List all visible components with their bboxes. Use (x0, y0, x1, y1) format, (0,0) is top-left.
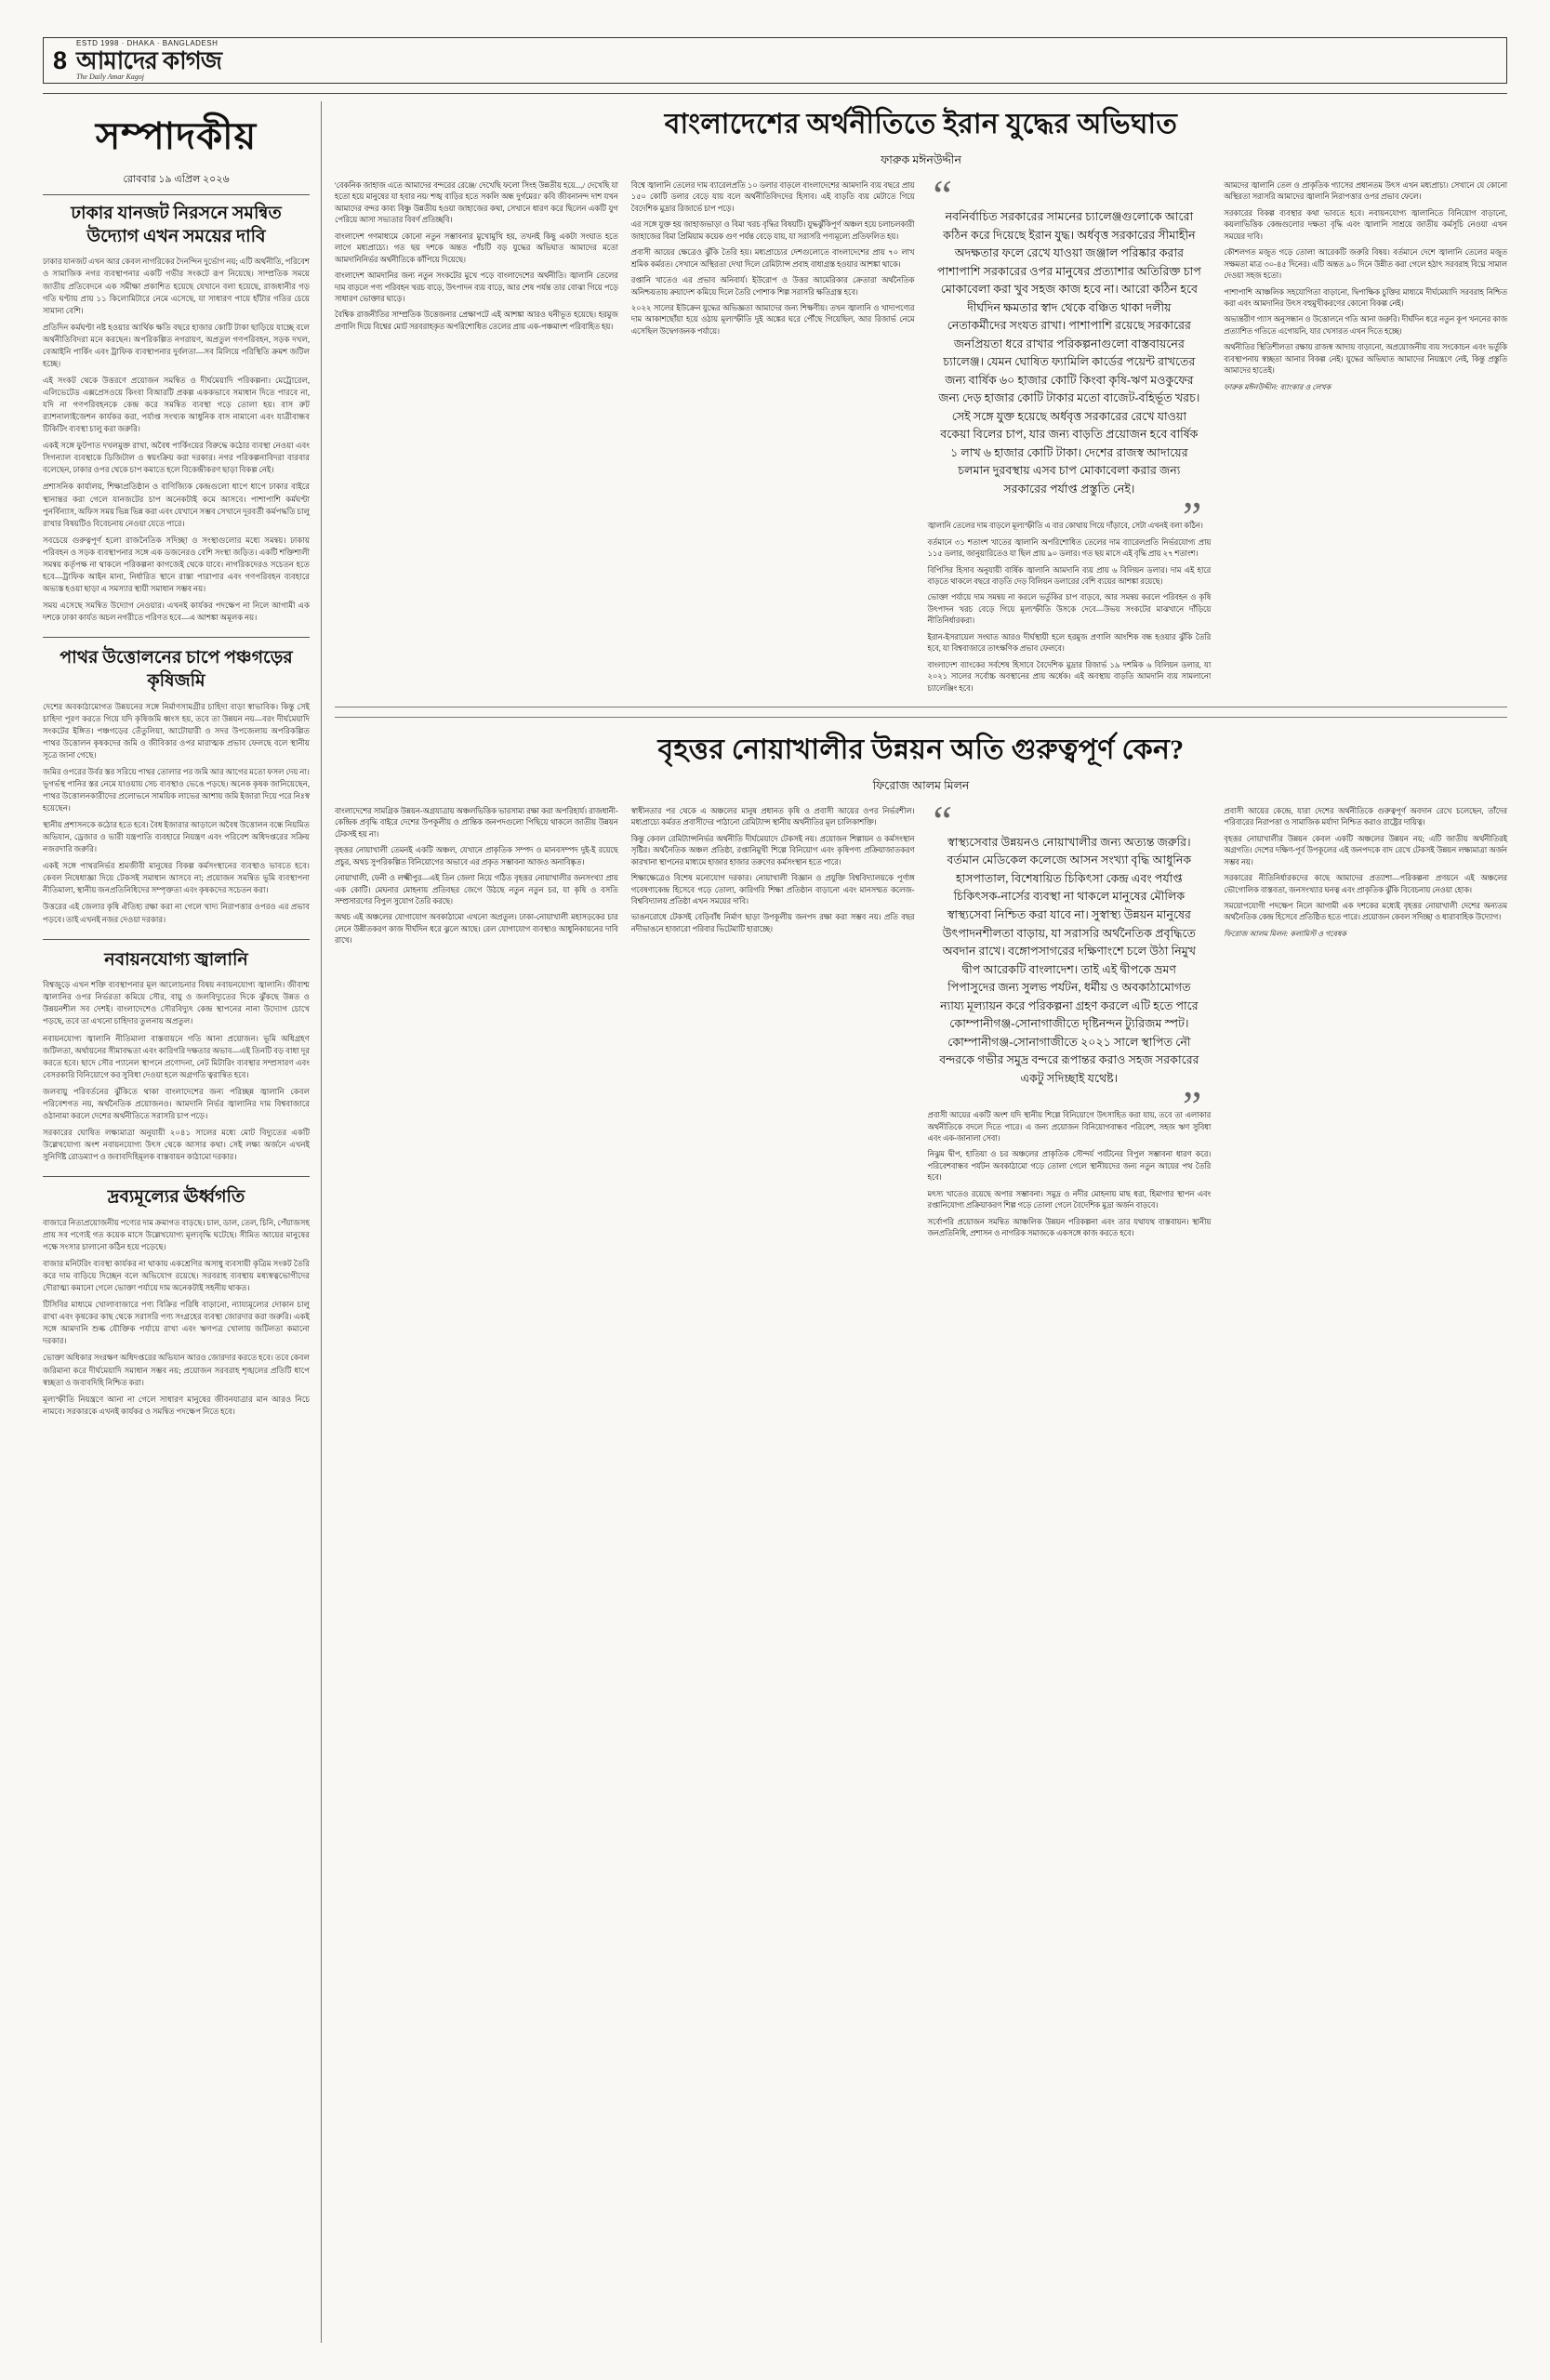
editorial-lead-headline: ঢাকার যানজট নিরসনে সমন্বিত উদ্যোগ এখন সময়ের দাবি (71, 204, 282, 246)
paragraph: সরকারের নীতিনির্ধারকদের কাছে আমাদের প্রত্যাশা—পরিকল্পনা প্রণয়নে এই অঞ্চলের ভৌগোলিক বাস্তবতা, জনসংখ্যার ঘনত্ব এবং প্রাকৃতিক ঝুঁকি বিবেচনায় নেওয়া হোক। (1224, 874, 1507, 894)
paragraph: বৈশ্বিক রাজনীতির সাম্প্রতিক উত্তেজনার প্রেক্ষাপটে এই আশঙ্কা আরও ঘনীভূত হয়েছে। হরমুজ প্রণালি দিয়ে বিশ্বের মোট সরবরাহকৃত অপরিশোধিত তেলের প্রায় এক-পঞ্চমাংশ পরিবাহিত হয়। (335, 311, 618, 331)
paragraph: অভ্যন্তরীণ গ্যাস অনুসন্ধান ও উত্তোলনে গতি আনা জরুরি। দীর্ঘদিন ধরে নতুন কূপ খননের কাজ প্রত্যাশিত গতিতে এগোয়নি, যার খেসারত এখন দিতে হচ্ছে। (1224, 315, 1507, 336)
paragraph: সরকারের ঘোষিত লক্ষ্যমাত্রা অনুযায়ী ২০৪১ সালের মধ্যে মোট বিদ্যুতের একটি উল্লেখযোগ্য অংশ নবায়নযোগ্য উৎস থেকে আসার কথা। সেই লক্ষ্য অর্জনে এখনই সুনির্দিষ্ট রোডম্যাপ ও জবাবদিহিমূলক বাস্তবায়ন কাঠামো দরকার। (43, 1127, 310, 1162)
page-grid (43, 93, 1507, 2343)
article-pullquote: স্বাস্থ্যসেবার উন্নয়নও নোয়াখালীর জন্য অত্যন্ত জরুরি। বর্তমান মেডিকেল কলেজে আসন সংখ্যা বৃদ্ধি আধুনিক হাসপাতাল, বিশেষায়িত চিকিৎসা কেন্দ্র এবং পর্যাপ্ত চিকিৎসক-নার্সের ব্যবস্থা না থাকলে মানুষের মৌলিক স্বাস্থ্যসেবা নিশ্চিত করা যাবে না। সুস্বাস্থ্য উন্নয়ন মানুষের উৎপাদনশীলতা বাড়ায়, যা সরাসরি অর্থনৈতিক প্রবৃদ্ধিতে অবদান রাখে। বঙ্গোপসাগরের দক্ষিণাংশে চলে উঠা নিমুখ দ্বীপ আরেকটি বাংলাদেশ। তাই এই দ্বীপকে ভ্রমণ পিপাসুদের জন্য সুলভ পর্যটন, ধর্মীয় ও অবকাঠামোগত ন্যায্য মূল্যায়ন করে পরিকল্পনা গ্রহণ করলে এটি হতে পারে কোম্পানীগঞ্জ-সোনাগাজীতে দৃষ্টিনন্দন ট্যুরিজম স্পট। কোম্পানীগঞ্জ-সোনাগাজীতে ২০২১ সালে স্থাপিত নৌ বন্দরকে গভীর সমুদ্র বন্দরে রূপান্তর করাও সহজ সরকারের একটু সদিচ্ছাই যথেষ্ট। (939, 835, 1199, 1085)
article-byline: ফিরোজ আলম মিলন (872, 778, 970, 792)
newspaper-logo (76, 40, 221, 81)
paragraph: ভোক্তা অধিকার সংরক্ষণ অধিদপ্তরের অভিযান আরও জোরদার করতে হবে। তবে কেবল জরিমানা করে দীর্ঘমেয়াদি সমাধান সম্ভব নয়; প্রয়োজন সরবরাহ শৃঙ্খলের প্রতিটি ধাপে স্বচ্ছতা ও জবাবদিহি নিশ্চিত করা। (43, 1353, 310, 1387)
article-column (1224, 180, 1507, 699)
paragraph: বাজারে নিত্যপ্রয়োজনীয় পণ্যের দাম ক্রমাগত বাড়ছে। চাল, ডাল, তেল, চিনি, পেঁয়াজসহ প্রায় সব পণ্যেই গত কয়েক মাসে উল্লেখযোগ্য মূল্যবৃদ্ধি ঘটেছে। সীমিত আয়ের মানুষের পক্ষে সংসার চালানো কঠিন হয়ে পড়েছে। (43, 1217, 310, 1251)
article-column: “ স্বাস্থ্যসেবার উন্নয়নও নোয়াখালীর জন্য অত্যন্ত জরুরি। বর্তমান মেডিকেল কলেজে আসন সংখ্যা বৃদ্ধি আধুনিক হাসপাতাল, বিশেষায়িত চিকিৎসা কেন্দ্র এবং পর্যাপ্ত চিকিৎসক-নার্সের ব্যবস্থা না থাকলে মানুষের মৌলিক স্বাস্থ্যসেবা নিশ্চিত করা যাবে না। সুস্বাস্থ্য উন্নয়ন মানুষের উৎপাদনশীলতা বাড়ায়, যা সরাসরি অর্থনৈতিক প্রবৃদ্ধিতে অবদান রাখে। বঙ্গোপসাগরের দক্ষিণাংশে চলে উঠা নিমুখ দ্বীপ আরেকটি বাংলাদেশ। তাই এই দ্বীপকে ভ্রমণ পিপাসুদের জন্য সুলভ পর্যটন, ধর্মীয় ও অবকাঠামোগত ন্যায্য মূল্যায়ন করে পরিকল্পনা গ্রহণ করলে এটি হতে পারে কোম্পানীগঞ্জ-সোনাগাজীতে দৃষ্টিনন্দন ট্যুরিজম স্পট। কোম্পানীগঞ্জ-সোনাগাজীতে ২০২১ সালে স্থাপিত নৌ বন্দরকে গভীর সমুদ্র বন্দরে রূপান্তর করাও সহজ সরকারের একটু সদিচ্ছাই যথেষ্ট। ” প্রবাসী আয়ের একটি অংশ যদি স্থানীয় শিল্পে বিনিয়োগে উৎসাহিত করা যায়, তবে তা এলাকার অর্থনীতিকে বদলে দিতে পারে। এ জন্য প্রয়োজন বিনিয়োগবান্ধব পরিবেশ, সহজ ঋণ সুবিধা এবং এক-জানালা সেবা। নিঝুম দ্বীপ, হাতিয়া ও চর অঞ্চলের প্রাকৃতিক সৌন্দর্য পর্যটনের বিপুল সম্ভাবনা ধারণ করে। পরিবেশবান্ধব পর্যটন অবকাঠামো গড়ে তোলা গেলে স্থানীয়দের জন্য নতুন আয়ের পথ তৈরি হবে। মৎস্য খাতেও রয়েছে অপার সম্ভাবনা। সমুদ্র ও নদীর মোহনায় মাছ ধরা, হিমাগার স্থাপন এবং রপ্তানিযোগ্য প্রক্রিয়াকরণ শিল্প গড়ে তোলা গেলে বৈদেশিক মুদ্রা অর্জন বাড়বে। সর্বোপরি প্রয়োজন সমন্বিত আঞ্চলিক উন্নয়ন পরিকল্পনা এবং তার যথাযথ বাস্তবায়ন। স্থানীয় জনপ্রতিনিধি, প্রশাসন ও নাগরিক সমাজকে একসঙ্গে কাজ করতে হবে। (928, 806, 1212, 1245)
paragraph: সময়োপযোগী পদক্ষেপ নিলে আগামী এক দশকের মধ্যেই বৃহত্তর নোয়াখালী দেশের অন্যতম অর্থনৈতিক কেন্দ্র হিসেবে প্রতিষ্ঠিত হতে পারে। প্রয়োজন কেবল সদিচ্ছা ও ধারাবাহিক উদ্যোগ। (1224, 902, 1507, 922)
paragraph: মূল্যস্ফীতি নিয়ন্ত্রণে আনা না গেলে সাধারণ মানুষের জীবনযাত্রার মান আরও নিচে নামবে। সরকারকে এখনই কার্যকর ও সমন্বিত পদক্ষেপ নিতে হবে। (43, 1394, 310, 1416)
paragraph: অর্থনীতির স্থিতিশীলতা রক্ষায় রাজস্ব আদায় বাড়ানো, অপ্রয়োজনীয় ব্যয় সংকোচন এবং ভর্তুকি ব্যবস্থাপনায় স্বচ্ছতা আনার বিকল্প নেই। যুদ্ধের অভিঘাত আমাদের নিয়ন্ত্রণে নেই, কিন্তু প্রস্তুতি আমাদের হাতেই। (1224, 343, 1507, 376)
paragraph: বাংলাদেশ গণমাধ্যমে কোনো নতুন সম্ভাবনার মুখোমুখি হয়, তখনই কিছু একটা সংঘাত হতে লাগে মধ্যপ্রাচ্যে। গত ছয় দশকে অন্তত পাঁচটি বড় যুদ্ধের অভিঘাত আমাদের মতো আমদানিনির্ভর অর্থনীতিকে কাঁপিয়ে দিয়েছে। (335, 231, 618, 264)
paragraph: সর্বোপরি প্রয়োজন সমন্বিত আঞ্চলিক উন্নয়ন পরিকল্পনা এবং তার যথাযথ বাস্তবায়ন। স্থানীয় জনপ্রতিনিধি, প্রশাসন ও নাগরিক সমাজকে একসঙ্গে কাজ করতে হবে। (927, 1217, 1212, 1238)
paragraph: একই সঙ্গে ফুটপাত দখলমুক্ত রাখা, অবৈধ পার্কিংয়ের বিরুদ্ধে কঠোর ব্যবস্থা নেওয়া এবং সিগন্যাল ব্যবস্থাকে ডিজিটাল ও স্বয়ংক্রিয় করা দরকার। নগর পরিকল্পনাবিদরা বারবার বলেছেন, ঢাকার ওপর থেকে চাপ কমাতে হলে বিকেন্দ্রীকরণ ছাড়া বিকল্প নেই। (43, 441, 310, 475)
paragraph: বিশ্বে জ্বালানি তেলের দাম ব্যারেলপ্রতি ১০ ডলার বাড়লে বাংলাদেশের আমদানি ব্যয় বছরে প্রায় ১৫০ কোটি ডলার বেড়ে যায় বলে অর্থনীতিবিদদের হিসাব। এই বাড়তি ব্যয় মেটাতে গিয়ে বৈদেশিক মুদ্রার রিজার্ভে চাপ পড়ে। (630, 181, 915, 213)
editorial-section-body (43, 979, 310, 1163)
article-column (631, 180, 915, 699)
article-column (335, 180, 618, 699)
paragraph: এর সঙ্গে যুক্ত হয় জাহাজভাড়া ও বিমা খরচ বৃদ্ধির বিষয়টি। যুদ্ধঝুঁকিপূর্ণ অঞ্চল হয়ে চলাচলকারী জাহাজের বিমা প্রিমিয়াম কয়েক গুণ পর্যন্ত বেড়ে যায়, যা সরাসরি পণ্যমূল্যে প্রতিফলিত হয়। (630, 220, 915, 241)
paragraph: বিপিসির হিসাব অনুযায়ী বার্ষিক জ্বালানি আমদানি ব্যয় প্রায় ৬ বিলিয়ন ডলার। দাম এই হারে বাড়তে থাকলে বছরে বাড়তি দেড় বিলিয়ন ডলারের বেশি ব্যয়ের আশঙ্কা রয়েছে। (927, 565, 1212, 586)
paragraph: বাংলাদেশের সামগ্রিক উন্নয়ন-অগ্রযাত্রায় অঞ্চলভিত্তিক ভারসাম্য রক্ষা করা অপরিহার্য। রাজধানী-কেন্দ্রিক প্রবৃদ্ধি বাইরে দেশের উপকূলীয় ও প্রান্তিক জনপদগুলো পিছিয়ে থাকলে জাতীয় উন্নয়ন টেকসই হয় না। (335, 806, 618, 839)
paragraph: এই সংকট থেকে উত্তরণে প্রয়োজন সমন্বিত ও দীর্ঘমেয়াদি পরিকল্পনা। মেট্রোরেল, এলিভেটেড এক্সপ্রেসওয়ে কিংবা বিআরটি প্রকল্প এককভাবে সমাধান দিতে পারবে না, যদি না গণপরিবহনকে কেন্দ্র করে সমন্বিত ব্যবস্থা গড়ে তোলা হয়। বাস রুট র‍্যাশনালাইজেশন কার্যকর করা, পর্যাপ্ত সংখ্যক আধুনিক বাস নামানো এবং যাত্রীবান্ধব টিকিটিং ব্যবস্থা চালু করা জরুরি। (43, 375, 310, 434)
paragraph: প্রবাসী আয়ের একটি অংশ যদি স্থানীয় শিল্পে বিনিয়োগে উৎসাহিত করা যায়, তবে তা এলাকার অর্থনীতিকে বদলে দিতে পারে। এ জন্য প্রয়োজন বিনিয়োগবান্ধব পরিবেশ, সহজ ঋণ সুবিধা এবং এক-জানালা সেবা। (927, 1111, 1212, 1144)
paragraph: ইরান-ইসরায়েল সংঘাত আরও দীর্ঘস্থায়ী হলে হরমুজ প্রণালি আংশিক বন্ধ হওয়ার ঝুঁকি তৈরি হবে, যা বিশ্ববাজারে তাৎক্ষণিক প্রভাব ফেলবে। (927, 632, 1212, 654)
editorial-lead-body (43, 256, 310, 624)
editorial-date: রোববার ১৯ এপ্রিল ২০২৬ (43, 171, 310, 195)
paragraph: বাংলাদেশ ব্যাংকের সর্বশেষ হিসাবে বৈদেশিক মুদ্রার রিজার্ভ ১৯ দশমিক ৬ বিলিয়ন ডলার, যা ২০২১ সালের সর্বোচ্চ অবস্থানের প্রায় অর্ধেক। এই অবস্থায় বাড়তি আমদানি ব্যয় সামলানো চ্যালেঞ্জিং হবে। (927, 660, 1212, 693)
article-footnote: ফারুক মঈনউদ্দীন: ব্যাংকার ও লেখক (1224, 382, 1331, 391)
logo-kicker: ESTD 1998 · DHAKA · BANGLADESH (76, 39, 219, 47)
paragraph: পাশাপাশি আঞ্চলিক সহযোগিতা বাড়ানো, দ্বিপাক্ষিক চুক্তির মাধ্যমে দীর্ঘমেয়াদি সরবরাহ নিশ্চিত করা এবং আমদানির উৎস বহুমুখীকরণের কোনো বিকল্প নেই। (1224, 287, 1507, 308)
paragraph: উত্তরের এই জেলার কৃষি ঐতিহ্য রক্ষা করা না গেলে খাদ্য নিরাপত্তার ওপরও এর প্রভাব পড়বে। তাই এখনই নজর দেওয়া দরকার। (43, 902, 310, 924)
article-body-columns (335, 171, 1507, 707)
article-headline: বাংলাদেশের অর্থনীতিতে ইরান যুদ্ধের অভিঘাত (664, 109, 1178, 139)
paragraph: 'বেকনিক জাহাজ এতে আমাদের বন্দরের রেঞ্জে/ দেখেছি ফলো সিংহ উন্নতীয় হয়ে...,/ দেখেছি যা হতো হয়ে মানুষের যা হবার নয়/ শঙ্খ বাড়ির হতে সকলি অন্ধ দুর্গমের।' কবি জীবনানন্দ দাশ যখন আমাদের বন্দর কাব্য বিষ্ণু উন্নতীয় হওয়া জাহাজের কথা, সেখানে ধারণ করে ছিলেন একটি যুগ পেরিয়ে আসা সভ্যতার বিবর্ণ প্রতিচ্ছবি। (335, 181, 618, 225)
article-body-columns (335, 796, 1507, 1245)
paragraph: আমদের জ্বালানি তেল ও প্রাকৃতিক গ্যাসের প্রধানতম উৎস এখন মধ্যপ্রাচ্য। সেখানে যে কোনো অস্থিরতা সরাসরি আমাদের জ্বালানি নিরাপত্তার ওপর প্রভাব ফেলে। (1224, 181, 1507, 202)
paragraph: প্রতিদিন কর্মঘণ্টা নষ্ট হওয়ার আর্থিক ক্ষতি বছরে হাজার কোটি টাকা ছাড়িয়ে যাচ্ছে বলে অর্থনীতিবিদরা মনে করছেন। অপরিকল্পিত নগরায়ণ, অপ্রতুল গণপরিবহন, সড়ক দখল, বেআইনি পার্কিং এবং ট্রাফিক ব্যবস্থাপনার দুর্বলতা—সব মিলিয়ে পরিস্থিতি ক্রমশ জটিল হচ্ছে। (43, 322, 310, 368)
logo-title: আমাদের কাগজ (76, 46, 221, 74)
paragraph: একই সঙ্গে পাথরনির্ভর শ্রমজীবী মানুষের বিকল্প কর্মসংস্থানের ব্যবস্থাও ভাবতে হবে। কেবল নিষেধাজ্ঞা দিয়ে টেকসই সমাধান আসবে না; প্রয়োজন সমন্বিত ভূমি ব্যবস্থাপনা নীতিমালা, স্থানীয় জনপ্রতিনিধিদের সম্পৃক্ততা এবং কৃষকদের সচেতন করা। (43, 861, 310, 895)
paragraph: প্রশাসনিক কার্যালয়, শিক্ষাপ্রতিষ্ঠান ও বাণিজ্যিক কেন্দ্রগুলো ধাপে ধাপে ঢাকার বাইরে স্থানান্তর করা গেলে যানজটের চাপ অনেকটাই কমে আসবে। পাশাপাশি কর্মঘণ্টা পুনর্বিন্যাস, অফিস সময় ভিন্ন ভিন্ন করা এবং যেখানে সম্ভব সেখানে দূরবর্তী কর্মপদ্ধতি চালু রাখার বিষয়টিও বিবেচনায় নেওয়া যেতে পারে। (43, 482, 310, 528)
paragraph: সরকারের বিকল্প ব্যবস্থার কথা ভাবতে হবে। নবায়নযোগ্য জ্বালানিতে বিনিয়োগ বাড়ানো, কয়লাভিত্তিক কেন্দ্রগুলোর দক্ষতা বৃদ্ধি এবং জ্বালানি সাশ্রয়ে জাতীয় কর্মসূচি নেওয়া এখন সময়ের দাবি। (1224, 208, 1507, 241)
paragraph: প্রবাসী আয়ের ক্ষেত্রেও ঝুঁকি তৈরি হয়। মধ্যপ্রাচ্যের দেশগুলোতে বাংলাদেশের প্রায় ৭০ লাখ শ্রমিক কর্মরত। সেখানে অস্থিরতা দেখা দিলে রেমিট্যান্স প্রবাহ বাধাগ্রস্ত হওয়ার আশঙ্কা থাকে। (630, 248, 915, 269)
article-column (631, 806, 915, 1245)
article-footnote: ফিরোজ আলম মিলন: কলামিস্ট ও গবেষক (1224, 929, 1347, 938)
article-column (335, 806, 618, 1245)
editorial-column (43, 101, 322, 2343)
paragraph: স্থানীয় প্রশাসনকে কঠোর হতে হবে। বৈধ ইজারার আড়ালে অবৈধ উত্তোলন বন্ধে নিয়মিত অভিযান, ড্রেজার ও ভারী যন্ত্রপাতি ব্যবহারে নিয়ন্ত্রণ এবং পরিবেশ অধিদপ্তরের সক্রিয় নজরদারি জরুরি। (43, 820, 310, 854)
paragraph: রপ্তানি খাতেও এর প্রভাব অনিবার্য। ইউরোপ ও উত্তর আমেরিকার ক্রেতারা অর্থনৈতিক অনিশ্চয়তায় ক্রয়াদেশ কমিয়ে দিলে তৈরি পোশাক শিল্প সরাসরি ক্ষতিগ্রস্ত হবে। (630, 276, 915, 297)
article-noakhali (335, 717, 1507, 1245)
paragraph: স্বাধীনতার পর থেকে এ অঞ্চলের মানুষ প্রধানত কৃষি ও প্রবাসী আয়ের ওপর নির্ভরশীল। মধ্যপ্রাচ্যে কর্মরত প্রবাসীদের পাঠানো রেমিট্যান্স স্থানীয় অর্থনীতির মূল চালিকাশক্তি। (630, 806, 915, 827)
paragraph: ২০২২ সালের ইউক্রেন যুদ্ধের অভিজ্ঞতা আমাদের জন্য শিক্ষণীয়। তখন জ্বালানি ও খাদ্যপণ্যের দাম আকাশছোঁয়া হয়ে ওঠায় মূল্যস্ফীতি দুই অঙ্কের ঘরে পৌঁছে গিয়েছিল, আর রিজার্ভ নেমে এসেছিল উদ্বেগজনক পর্যায়ে। (630, 303, 915, 336)
article-iran (335, 101, 1507, 707)
paragraph: অথচ এই অঞ্চলের যোগাযোগ অবকাঠামো এখনো অপ্রতুল। ঢাকা-নোয়াখালী মহাসড়কের চার লেনে উন্নীতকরণ কাজ দীর্ঘদিন ধরে ঝুলে আছে। রেল যোগাযোগ ব্যবস্থাও আধুনিকায়নের দাবি রাখে। (335, 913, 618, 945)
paragraph: ঢাকার যানজট এখন আর কেবল নাগরিকের দৈনন্দিন দুর্ভোগ নয়; এটি অর্থনীতি, পরিবেশ ও সামাজিক নগর ব্যবস্থাপনার একটি গভীর সংকটে রূপ নিয়েছে। সাম্প্রতিক সময়ে জাতীয় প্রতিবেদনে এক সমীক্ষা প্রকাশিত হয়েছে যেখানে বলা হয়েছে, রাজধানীর গড় গতি ঘণ্টায় প্রায় ১১ কিলোমিটারে নেমে এসেছে, যা সাধারণ পায়ে হাঁটার গতির চেয়ে সামান্য বেশি। (43, 257, 310, 315)
editorial-section-body (43, 1217, 310, 1418)
paragraph: সবচেয়ে গুরুত্বপূর্ণ হলো রাজনৈতিক সদিচ্ছা ও সংস্থাগুলোর মধ্যে সমন্বয়। ঢাকায় পরিবহন ও সড়ক ব্যবস্থাপনার সঙ্গে এক ডজনেরও বেশি সংস্থা জড়িত। একটি শক্তিশালী সমন্বয় কর্তৃপক্ষ না থাকলে পরিকল্পনা কাগজেই থেকে যাবে। নাগরিকদেরও সচেতন হতে হবে—ট্রাফিক আইন মানা, নির্ধারিত স্থানে রাস্তা পারাপার এবং গণপরিবহন ব্যবহারে অভ্যস্ত হওয়া ছাড়া এ সমস্যার স্থায়ী সমাধান সম্ভব নয়। (43, 535, 310, 593)
paragraph: ভোক্তা পর্যায়ে দাম সমন্বয় না করলে ভর্তুকির চাপ বাড়বে, আর সমন্বয় করলে পরিবহন ও কৃষি উৎপাদন খরচ বেড়ে গিয়ে মূল্যস্ফীতি উসকে দেবে—উভয় সংকটের মাঝখানে দাঁড়িয়ে নীতিনির্ধারকরা। (927, 593, 1212, 626)
paragraph: বাংলাদেশ আমদানির জন্য নতুন সংকটের মুখে পড়ে বাংলাদেশের অর্থনীতি। জ্বালানি তেলের দাম বাড়লে পণ্য পরিবহন খরচ বাড়ে, উৎপাদন ব্যয় বাড়ে, আর শেষ পর্যন্ত তার বোঝা গিয়ে পড়ে সাধারণ ভোক্তার ঘাড়ে। (335, 271, 618, 303)
paragraph: জলবায়ু পরিবর্তনের ঝুঁকিতে থাকা বাংলাদেশের জন্য পরিচ্ছন্ন জ্বালানি কেবল পরিবেশগত নয়, অর্থনৈতিক প্রয়োজনও। আমদানি নির্ভর জ্বালানির দাম বিশ্ববাজারে ওঠানামা করলে দেশের অর্থনীতিতে সরাসরি চাপ পড়ে। (43, 1086, 310, 1120)
masthead (43, 37, 1507, 84)
page-number: 8 (53, 46, 68, 74)
paragraph: বিশ্বজুড়ে এখন শক্তি ব্যবস্থাপনার মূল আলোচনার বিষয় নবায়নযোগ্য জ্বালানি। জীবাশ্ম জ্বালানির ওপর নির্ভরতা কমিয়ে সৌর, বায়ু ও জলবিদ্যুতের দিকে ঝুঁকছে উন্নত ও উন্নয়নশীল সব দেশই। বাংলাদেশেও সৌরবিদ্যুৎ কেন্দ্র স্থাপনের নানা উদ্যোগ চোখে পড়ছে, তবে তা এখনো চাহিদার তুলনায় অপ্রতুল। (43, 980, 310, 1026)
paragraph: বৃহত্তর নোয়াখালী তেমনই একটি অঞ্চল, যেখানে প্রাকৃতিক সম্পদ ও মানবসম্পদ দুই-ই রয়েছে প্রচুর, অথচ সুপরিকল্পিত বিনিয়োগের অভাবে এর প্রকৃত সম্ভাবনা আজও অনাবিষ্কৃত। (335, 846, 618, 866)
editorial-section-headline: নবায়নযোগ্য জ্বালানি (43, 939, 310, 972)
paragraph: কৌশলগত মজুত গড়ে তোলা আরেকটি জরুরি বিষয়। বর্তমানে দেশে জ্বালানি তেলের মজুত সক্ষমতা মাত্র ৩০-৪৫ দিনের। এটি অন্তত ৯০ দিনে উন্নীত করা গেলে হঠাৎ সরবরাহ বিঘ্নে সামাল দেওয়া সহজ হতো। (1224, 248, 1507, 281)
paragraph: শিক্ষাক্ষেত্রেও বিশেষ মনোযোগ দরকার। নোয়াখালী বিজ্ঞান ও প্রযুক্তি বিশ্ববিদ্যালয়কে পূর্ণাঙ্গ গবেষণাকেন্দ্র হিসেবে গড়ে তোলা, কারিগরি শিক্ষা প্রতিষ্ঠান বাড়ানো এবং মানসম্মত কলেজ-বিশ্ববিদ্যালয় প্রতিষ্ঠা এখন সময়ের দাবি। (630, 874, 915, 906)
editorial-section-body (43, 701, 310, 926)
logo-subtitle: The Daily Amar Kagoj (76, 73, 144, 81)
paragraph: কিন্তু কেবল রেমিট্যান্সনির্ভর অর্থনীতি দীর্ঘমেয়াদে টেকসই নয়। প্রয়োজন শিল্পায়ন ও কর্মসংস্থান সৃষ্টির। অর্থনৈতিক অঞ্চল প্রতিষ্ঠা, রপ্তানিমুখী শিল্পে বিনিয়োগ এবং কৃষিপণ্য প্রক্রিয়াজাতকরণ কারখানা স্থাপনের মাধ্যমে হাজার হাজার তরুণের কর্মসংস্থান হতে পারে। (630, 834, 915, 866)
paragraph: টিসিবির মাধ্যমে খোলাবাজারে পণ্য বিক্রির পরিধি বাড়ানো, ন্যায্যমূল্যের দোকান চালু রাখা এবং কৃষকের কাছ থেকে সরাসরি পণ্য সংগ্রহের ব্যবস্থা জোরদার করা জরুরি। একই সঙ্গে আমদানি শুল্ক যৌক্তিক পর্যায়ে রাখা এবং ঋণপত্র খোলায় জটিলতা কমানো দরকার। (43, 1300, 310, 1346)
article-headline: বৃহত্তর নোয়াখালীর উন্নয়ন অতি গুরুত্বপূর্ণ কেন? (657, 734, 1185, 765)
paragraph: বৃহত্তর নোয়াখালীর উন্নয়ন কেবল একটি অঞ্চলের উন্নয়ন নয়; এটি জাতীয় অর্থনীতিরই অগ্রগতি। দেশের দক্ষিণ-পূর্ব উপকূলের এই জনপদকে বাদ রেখে টেকসই উন্নয়ন লক্ষ্যমাত্রা অর্জন সম্ভব নয়। (1224, 834, 1507, 866)
paragraph: মৎস্য খাতেও রয়েছে অপার সম্ভাবনা। সমুদ্র ও নদীর মোহনায় মাছ ধরা, হিমাগার স্থাপন এবং রপ্তানিযোগ্য প্রক্রিয়াকরণ শিল্প গড়ে তোলা গেলে বৈদেশিক মুদ্রা অর্জন বাড়বে। (927, 1189, 1212, 1210)
article-column: “ নবনির্বাচিত সরকারের সামনের চ্যালেঞ্জগুলোকে আরো কঠিন করে দিয়েছে ইরান যুদ্ধ। অর্ধবৃত্ত সরকারের সীমাহীন অদক্ষতার ফলে রেখে যাওয়া জঞ্জাল পরিষ্কার করার পাশাপাশি সরকারের ওপর মানুষের প্রত্যাশার অতিরিক্ত চাপ মোকাবেলা করা খুব সহজ কাজ হবে না। আরো কঠিন হবে দীর্ঘদিন ক্ষমতার স্বাদ থেকে বঞ্চিত থাকা দলীয় নেতাকর্মীদের সংযত রাখা। পাশাপাশি রয়েছে সরকারের জনপ্রিয়তা ধরে রাখার পরিকল্পনাগুলো বাস্তবায়নের চ্যালেঞ্জ। যেমন ঘোষিত ফ্যামিলি কার্ডের পয়েন্ট রাখতের জন্য বার্ষিক ৬০ হাজার কোটি কিংবা কৃষি-ঋণ মওকুফের জন্য দেড় হাজার কোটি টাকার মতো বাজেট-বহির্ভূত খরচ। সেই সঙ্গে যুক্ত হয়েছে অর্ধবৃত্ত সরকারের রেখে যাওয়া বকেয়া বিলের চাপ, যার জন্য বাড়তি প্রয়োজন হবে বার্ষিক ১ লাখ ৬ হাজার কোটি টাকা। দেশের রাজস্ব আদায়ের চলমান দুরবস্থায় এসব চাপ মোকাবেলা করার জন্য সরকারের পর্যাপ্ত প্রস্তুতি নেই। ” জ্বালানি তেলের দাম বাড়লে মূল্যস্ফীতি এ বার কোথায় গিয়ে দাঁড়াবে, সেটা এখনই বলা কঠিন। বর্তমানে ৩১ শতাংশ খাতের জ্বালানি অপরিশোধিত তেলের দাম ব্যারেলপ্রতি নির্ভরযোগ্য প্রায় ১১৫ ডলার, জানুয়ারিতেও যা ছিল প্রায় ৯০ ডলার। গত ছয় মাসে এই বৃদ্ধি প্রায় ২৭ শতাংশ। বিপিসির হিসাব অনুযায়ী বার্ষিক জ্বালানি আমদানি ব্যয় প্রায় ৬ বিলিয়ন ডলার। দাম এই হারে বাড়তে থাকলে বছরে বাড়তি দেড় বিলিয়ন ডলারের বেশি ব্যয়ের আশঙ্কা রয়েছে। ভোক্তা পর্যায়ে দাম সমন্বয় না করলে ভর্তুকির চাপ বাড়বে, আর সমন্বয় করলে পরিবহন ও কৃষি উৎপাদন খরচ বেড়ে গিয়ে মূল্যস্ফীতি উসকে দেবে—উভয় সংকটের মাঝখানে দাঁড়িয়ে নীতিনির্ধারকরা। ইরান-ইসরায়েল সংঘাত আরও দীর্ঘস্থায়ী হলে হরমুজ প্রণালি আংশিক বন্ধ হওয়ার ঝুঁকি তৈরি হবে, যা বিশ্ববাজারে তাৎক্ষণিক প্রভাব ফেলবে। বাংলাদেশ ব্যাংকের সর্বশেষ হিসাবে বৈদেশিক মুদ্রার রিজার্ভ ১৯ দশমিক ৬ বিলিয়ন ডলার, যা ২০২১ সালের সর্বোচ্চ অবস্থানের প্রায় অর্ধেক। এই অবস্থায় বাড়তি আমদানি ব্যয় সামলানো চ্যালেঞ্জিং হবে। (928, 180, 1212, 699)
paragraph: জ্বালানি তেলের দাম বাড়লে মূল্যস্ফীতি এ বার কোথায় গিয়ে দাঁড়াবে, সেটা এখনই বলা কঠিন। (927, 522, 1203, 531)
article-column (1224, 806, 1507, 1245)
paragraph: জমির ওপরের উর্বর স্তর সরিয়ে পাথর তোলার পর জমি আর আগের মতো ফসল দেয় না। ভূগর্ভস্থ পানির স্তর নেমে যাওয়ায় সেচ ব্যবস্থাও ভেঙে পড়ছে। অনেক কৃষক জানিয়েছেন, পাথর উত্তোলনকারীদের প্রলোভনে সাময়িক লাভের আশায় জমি ইজারা দিয়ে পরে নিঃস্ব হয়েছেন। (43, 766, 310, 813)
paragraph: নিঝুম দ্বীপ, হাতিয়া ও চর অঞ্চলের প্রাকৃতিক সৌন্দর্য পর্যটনের বিপুল সম্ভাবনা ধারণ করে। পরিবেশবান্ধব পর্যটন অবকাঠামো গড়ে তোলা গেলে স্থানীয়দের জন্য নতুন আয়ের পথ তৈরি হবে। (927, 1150, 1212, 1183)
paragraph: ভাঙনরোধে টেকসই বেড়িবাঁধ নির্মাণ ছাড়া উপকূলীয় জনপদ রক্ষা করা সম্ভব নয়। প্রতি বছর নদীভাঙনে হাজারো পরিবার ভিটেমাটি হারাচ্ছে। (630, 913, 915, 933)
editorial-title: সম্পাদকীয় (95, 115, 258, 157)
paragraph: সময় এসেছে সমন্বিত উদ্যোগ নেওয়ার। এখনই কার্যকর পদক্ষেপ না নিলে আগামী এক দশকে ঢাকা কার্যত অচল নগরীতে পরিণত হবে—এ আশঙ্কা অমূলক নয়। (43, 601, 310, 623)
paragraph: প্রবাসী আয়ের কেন্দ্রে, যারা দেশের অর্থনীতিকে গুরুত্বপূর্ণ অবদান রেখে চলেছেন, তাঁদের পরিবারের নিরাপত্তা ও সামাজিক মর্যাদা নিশ্চিত করাও রাষ্ট্রের দায়িত্ব। (1224, 806, 1507, 827)
article-byline: ফারুক মঈনউদ্দীন (881, 153, 961, 166)
articles-column (322, 101, 1507, 2343)
paragraph: নবায়নযোগ্য জ্বালানি নীতিমালা বাস্তবায়নে গতি আনা প্রয়োজন। ভূমি অধিগ্রহণ জটিলতা, অর্থায়নের সীমাবদ্ধতা এবং কারিগরি দক্ষতার অভাব—এই তিনটি বড় বাধা দূর করতে হবে। ছাদে সৌর প্যানেল স্থাপনে প্রণোদনা, নেট মিটারিং ব্যবস্থার সম্প্রসারণ এবং বেসরকারি বিনিয়োগে কর সুবিধা দেওয়া হলে অগ্রগতি ত্বরান্বিত হবে। (43, 1033, 310, 1079)
paragraph: বাজার মনিটরিং ব্যবস্থা কার্যকর না থাকায় একশ্রেণির অসাধু ব্যবসায়ী কৃত্রিম সংকট তৈরি করে দাম বাড়িয়ে দিচ্ছেন বলে অভিযোগ রয়েছে। সরবরাহ ব্যবস্থায় মধ্যস্বত্বভোগীদের দৌরাত্ম্য কমানো গেলে ভোক্তা পর্যায়ে দাম অনেকটাই সহনীয় থাকত। (43, 1259, 310, 1293)
paragraph: নোয়াখালী, ফেনী ও লক্ষ্মীপুর—এই তিন জেলা নিয়ে গঠিত বৃহত্তর নোয়াখালীর জনসংখ্যা প্রায় এক কোটি। মেঘনার মোহনায় প্রতিবছর জেগে উঠছে নতুন নতুন চর, যা কৃষি ও বসতি সম্প্রসারণের বিপুল সুযোগ তৈরি করছে। (335, 874, 618, 906)
paragraph: দেশের অবকাঠামোগত উন্নয়নের সঙ্গে নির্মাণসামগ্রীর চাহিদা বাড়া স্বাভাবিক। কিন্তু সেই চাহিদা পূরণ করতে গিয়ে যদি কৃষিজমি ধ্বংস হয়, তবে তা উন্নয়ন নয়—বরং দীর্ঘমেয়াদি সংকটের ইঙ্গিত। পঞ্চগড়ের তেঁতুলিয়া, আটোয়ারী ও সদর উপজেলায় অপরিকল্পিত পাথর উত্তোলন কৃষকদের জমি ও জীবিকার ওপর মারাত্মক প্রভাব ফেলছে বলে স্থানীয় সূত্রে জানা গেছে। (43, 701, 310, 760)
paragraph: বর্তমানে ৩১ শতাংশ খাতের জ্বালানি অপরিশোধিত তেলের দাম ব্যারেলপ্রতি নির্ভরযোগ্য প্রায় ১১৫ ডলার, জানুয়ারিতেও যা ছিল প্রায় ৯০ ডলার। গত ছয় মাসে এই বৃদ্ধি প্রায় ২৭ শতাংশ। (927, 537, 1212, 559)
editorial-section-headline: দ্রব্যমূল্যের ঊর্ধ্বগতি (43, 1176, 310, 1210)
article-pullquote: নবনির্বাচিত সরকারের সামনের চ্যালেঞ্জগুলোকে আরো কঠিন করে দিয়েছে ইরান যুদ্ধ। অর্ধবৃত্ত সরকারের সীমাহীন অদক্ষতার ফলে রেখে যাওয়া জঞ্জাল পরিষ্কার করার পাশাপাশি সরকারের ওপর মানুষের প্রত্যাশার অতিরিক্ত চাপ মোকাবেলা করা খুব সহজ কাজ হবে না। আরো কঠিন হবে দীর্ঘদিন ক্ষমতার স্বাদ থেকে বঞ্চিত থাকা দলীয় নেতাকর্মীদের সংযত রাখা। পাশাপাশি রয়েছে সরকারের জনপ্রিয়তা ধরে রাখার পরিকল্পনাগুলো বাস্তবায়নের চ্যালেঞ্জ। যেমন ঘোষিত ফ্যামিলি কার্ডের পয়েন্ট রাখতের জন্য বার্ষিক ৬০ হাজার কোটি কিংবা কৃষি-ঋণ মওকুফের জন্য দেড় হাজার কোটি টাকার মতো বাজেট-বহির্ভূত খরচ। সেই সঙ্গে যুক্ত হয়েছে অর্ধবৃত্ত সরকারের রেখে যাওয়া বকেয়া বিলের চাপ, যার জন্য বাড়তি প্রয়োজন হবে বার্ষিক ১ লাখ ৬ হাজার কোটি টাকা। দেশের রাজস্ব আদায়ের চলমান দুরবস্থায় এসব চাপ মোকাবেলা করার জন্য সরকারের পর্যাপ্ত প্রস্তুতি নেই। (936, 210, 1201, 496)
editorial-section-headline: পাথর উত্তোলনের চাপে পঞ্চগড়ের কৃষিজমি (43, 637, 310, 693)
